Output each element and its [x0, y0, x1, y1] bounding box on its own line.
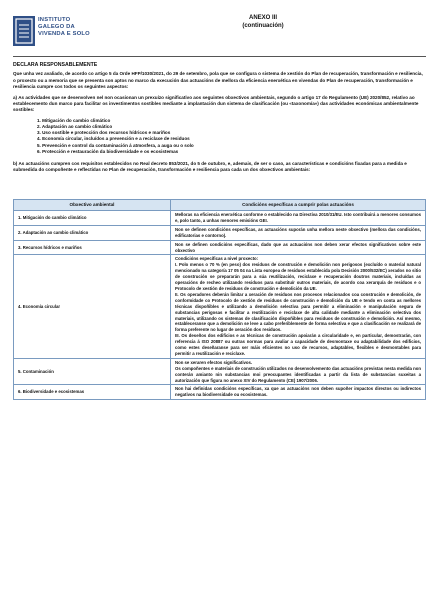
- objective-cell: 5. Contaminación: [14, 358, 171, 385]
- condition-paragraph: II. Os operadores deberán limitar a xeración de residuos nos procesos relacionados coa construción e demolición, de conformidade co Protocolo de xestión de residuos de construción e demolición da UE e tendo en conta as mellores técnicas dispoñibles e utilizando a demolición selectiva para permitir a eliminación e manipulación segura de substancias perigosas e facilitar a reutilización e reciclaxe de alta calidade mediante a eliminación selectiva dos materiais, utilizando os sistemas de clasificación dispoñibles para residuos de construción e demolición. Así mesmo, estableceranse que a demolición se leve a cabo preferiblemente de forma selectiva e que a clasificación se realizará de forma preferente no lugar de xeración dos residuos.: [175, 291, 421, 333]
- objective-cell: 3. Recursos hídricos e mariños: [14, 240, 171, 255]
- table-row: [14, 240, 426, 255]
- conditions-cell: Non hai definidas condicións específicas, xa que as actuacións non deben supoñer impactos directos ou indirectos negativos na biodiversidade ou ecosistemas.: [171, 385, 426, 400]
- table-row: [14, 225, 426, 240]
- list-item: 1. Mitigación do cambio climático: [37, 117, 111, 123]
- annex-subtitle: (continuación): [242, 23, 284, 29]
- declaration-intro: Que unha vez avaliado, de acordo co artigo 5 da Orde HFP/1030/2021, do 29 de setembro, pola que se configura o sistema de xestión do Plan de recuperación, transformación e resiliencia, o proxecto ou a memoria que se presenta son aptos no marco da execución das actuacións de mellora da eficiencia enerxética en vivendas do Plan de recuperación, transformación e resiliencia cumpre cos todos os seguintes aspectos:: [13, 71, 423, 90]
- logo-line-1: INSTITUTO: [38, 17, 71, 23]
- annex-heading: [203, 14, 323, 30]
- logo-line-2: GALEGO DA: [38, 24, 75, 30]
- conditions-cell: Melloras na eficiencia enerxética conforme o establecido na Directiva 2010/31/EU. Isto contribuirá a menores consumos e, polo tanto, a unhas menores emisións GEI.: [171, 211, 426, 226]
- igvs-logo-mark-icon: [13, 16, 35, 46]
- table-row: [14, 211, 426, 226]
- table-row: [14, 255, 426, 358]
- igvs-logo-text: [38, 17, 90, 38]
- list-item: 3. Uso sostible e protección dos recursos hídricos e mariños: [37, 130, 171, 136]
- conditions-table: [13, 199, 426, 400]
- condition-paragraph: III. Os deseños dos edificios e as técnicas de construción apoiarán a circularidade e, en particular, demostrarán, con referencia á ISO 20887 ou outras normas para avaliar a capacidade de desmontaxe ou adaptabilidade dos edificios, como estes deseñaranse para ser máis eficientes no uso de recursos, adaptables, flexibles e desmontables para permitir a reutilización e reciclaxe.: [175, 333, 421, 356]
- column-header-conditions: Condicións específicas a cumprir polas actuacións: [171, 200, 426, 211]
- column-header-objective: Obxectivo ambiental: [14, 200, 171, 211]
- condition-paragraph: Non se xeraren efectos significativos.: [175, 359, 253, 365]
- conditions-cell: [171, 358, 426, 385]
- header-divider: [13, 56, 426, 57]
- conditions-cell: [171, 255, 426, 358]
- environmental-objectives-list: [37, 118, 426, 155]
- table-row: [14, 358, 426, 385]
- condition-paragraph: Os compoñentes e materiais de construción utilizados no desenvolvemento das actuacións previstas nesta medida non conterán amianto nin substancias moi preocupantes identificadas a partir da lista de substancias suxeitas a autorización que figura no anexo XIV do Regulamento (CE) 1907/2006.: [175, 365, 421, 383]
- igvs-logo: [13, 16, 133, 56]
- annex-title: ANEXO III: [248, 15, 277, 21]
- list-item: 5. Prevención e control da contaminación á atmosfera, a auga ou o solo: [37, 142, 194, 148]
- declaration-para-b: b) As actuacións cumpren cos requisitos establecidos no Real decreto 853/2021, do 5 de outubro, e, ademais, de ser o caso, as características e condicións fixadas para a medida e submedida do compoñente e reflectidas no Plan de recuperación, transformación e resiliencia para cada un dos obxectivos ambientais:: [13, 161, 407, 173]
- page-header: [13, 14, 425, 54]
- objective-cell: 2. Adaptación ao cambio climático: [14, 225, 171, 240]
- list-item: 2. Adaptación ao cambio climático: [37, 124, 113, 130]
- objective-cell: 1. Mitigación do cambio climático: [14, 211, 171, 226]
- table-header-row: [14, 200, 426, 211]
- objective-cell: 4. Economía circular: [14, 255, 171, 358]
- logo-line-3: VIVENDA E SOLO: [38, 31, 90, 37]
- conditions-cell: Non se definen condicións específicas, dado que as actuacións non deben xerar efectos significativos sobre este obxectivo: [171, 240, 426, 255]
- conditions-cell: Non se definen condicións específicas, as actuacións suporán unha mellora neste obxectivo (mellora das condicións, edificatorias e contorno).: [171, 225, 426, 240]
- declaration-para-a: a) As actividades que se desenvolven nel non ocasionan un prexuízo significativo aos seguintes obxectivos ambientais, segundo o artigo 17 do Regulamento (UE) 2020/852, relativo ao establecemento dun marco para facilitar os investimentos sostibles mediante a implantación dun sistema de clasificación (ou «taxonomía») das actividades económicas ambientalmente sostibles:: [13, 94, 419, 113]
- condition-paragraph: Condicións específicas a nivel proxecto:: [175, 256, 259, 262]
- declaration-section: [13, 62, 426, 178]
- declaration-title: DECLARA RESPONSABLEMENTE: [13, 62, 98, 68]
- condition-paragraph: I. Polo menos o 70 % (en peso) dos residuos de construción e demolición non perigosos (excluído o material natural mencionado na categoría 17 05 04 na Lista europea de residuos establecida pola Decisión 2000/532/EC) xerados no sitio de construción se prepararán para a súa reutilización, reciclaxe e recuperación doutros materiais, incluídas as operacións de recheo utilizando residuos para substituír outros materiais, de acordo coa xerarquía de residuos e o Protocolo de xestión de residuos de construción e demolición da UE.: [175, 262, 421, 291]
- list-item: 4. Economía circular, incluídos a prevención e a reciclaxe de residuos: [37, 136, 190, 142]
- table-row: [14, 385, 426, 400]
- list-item: 6. Protección e restauración da biodiversidade e os ecosistemas: [37, 148, 179, 154]
- objective-cell: 6. Biodiversidade e ecosistemas: [14, 385, 171, 400]
